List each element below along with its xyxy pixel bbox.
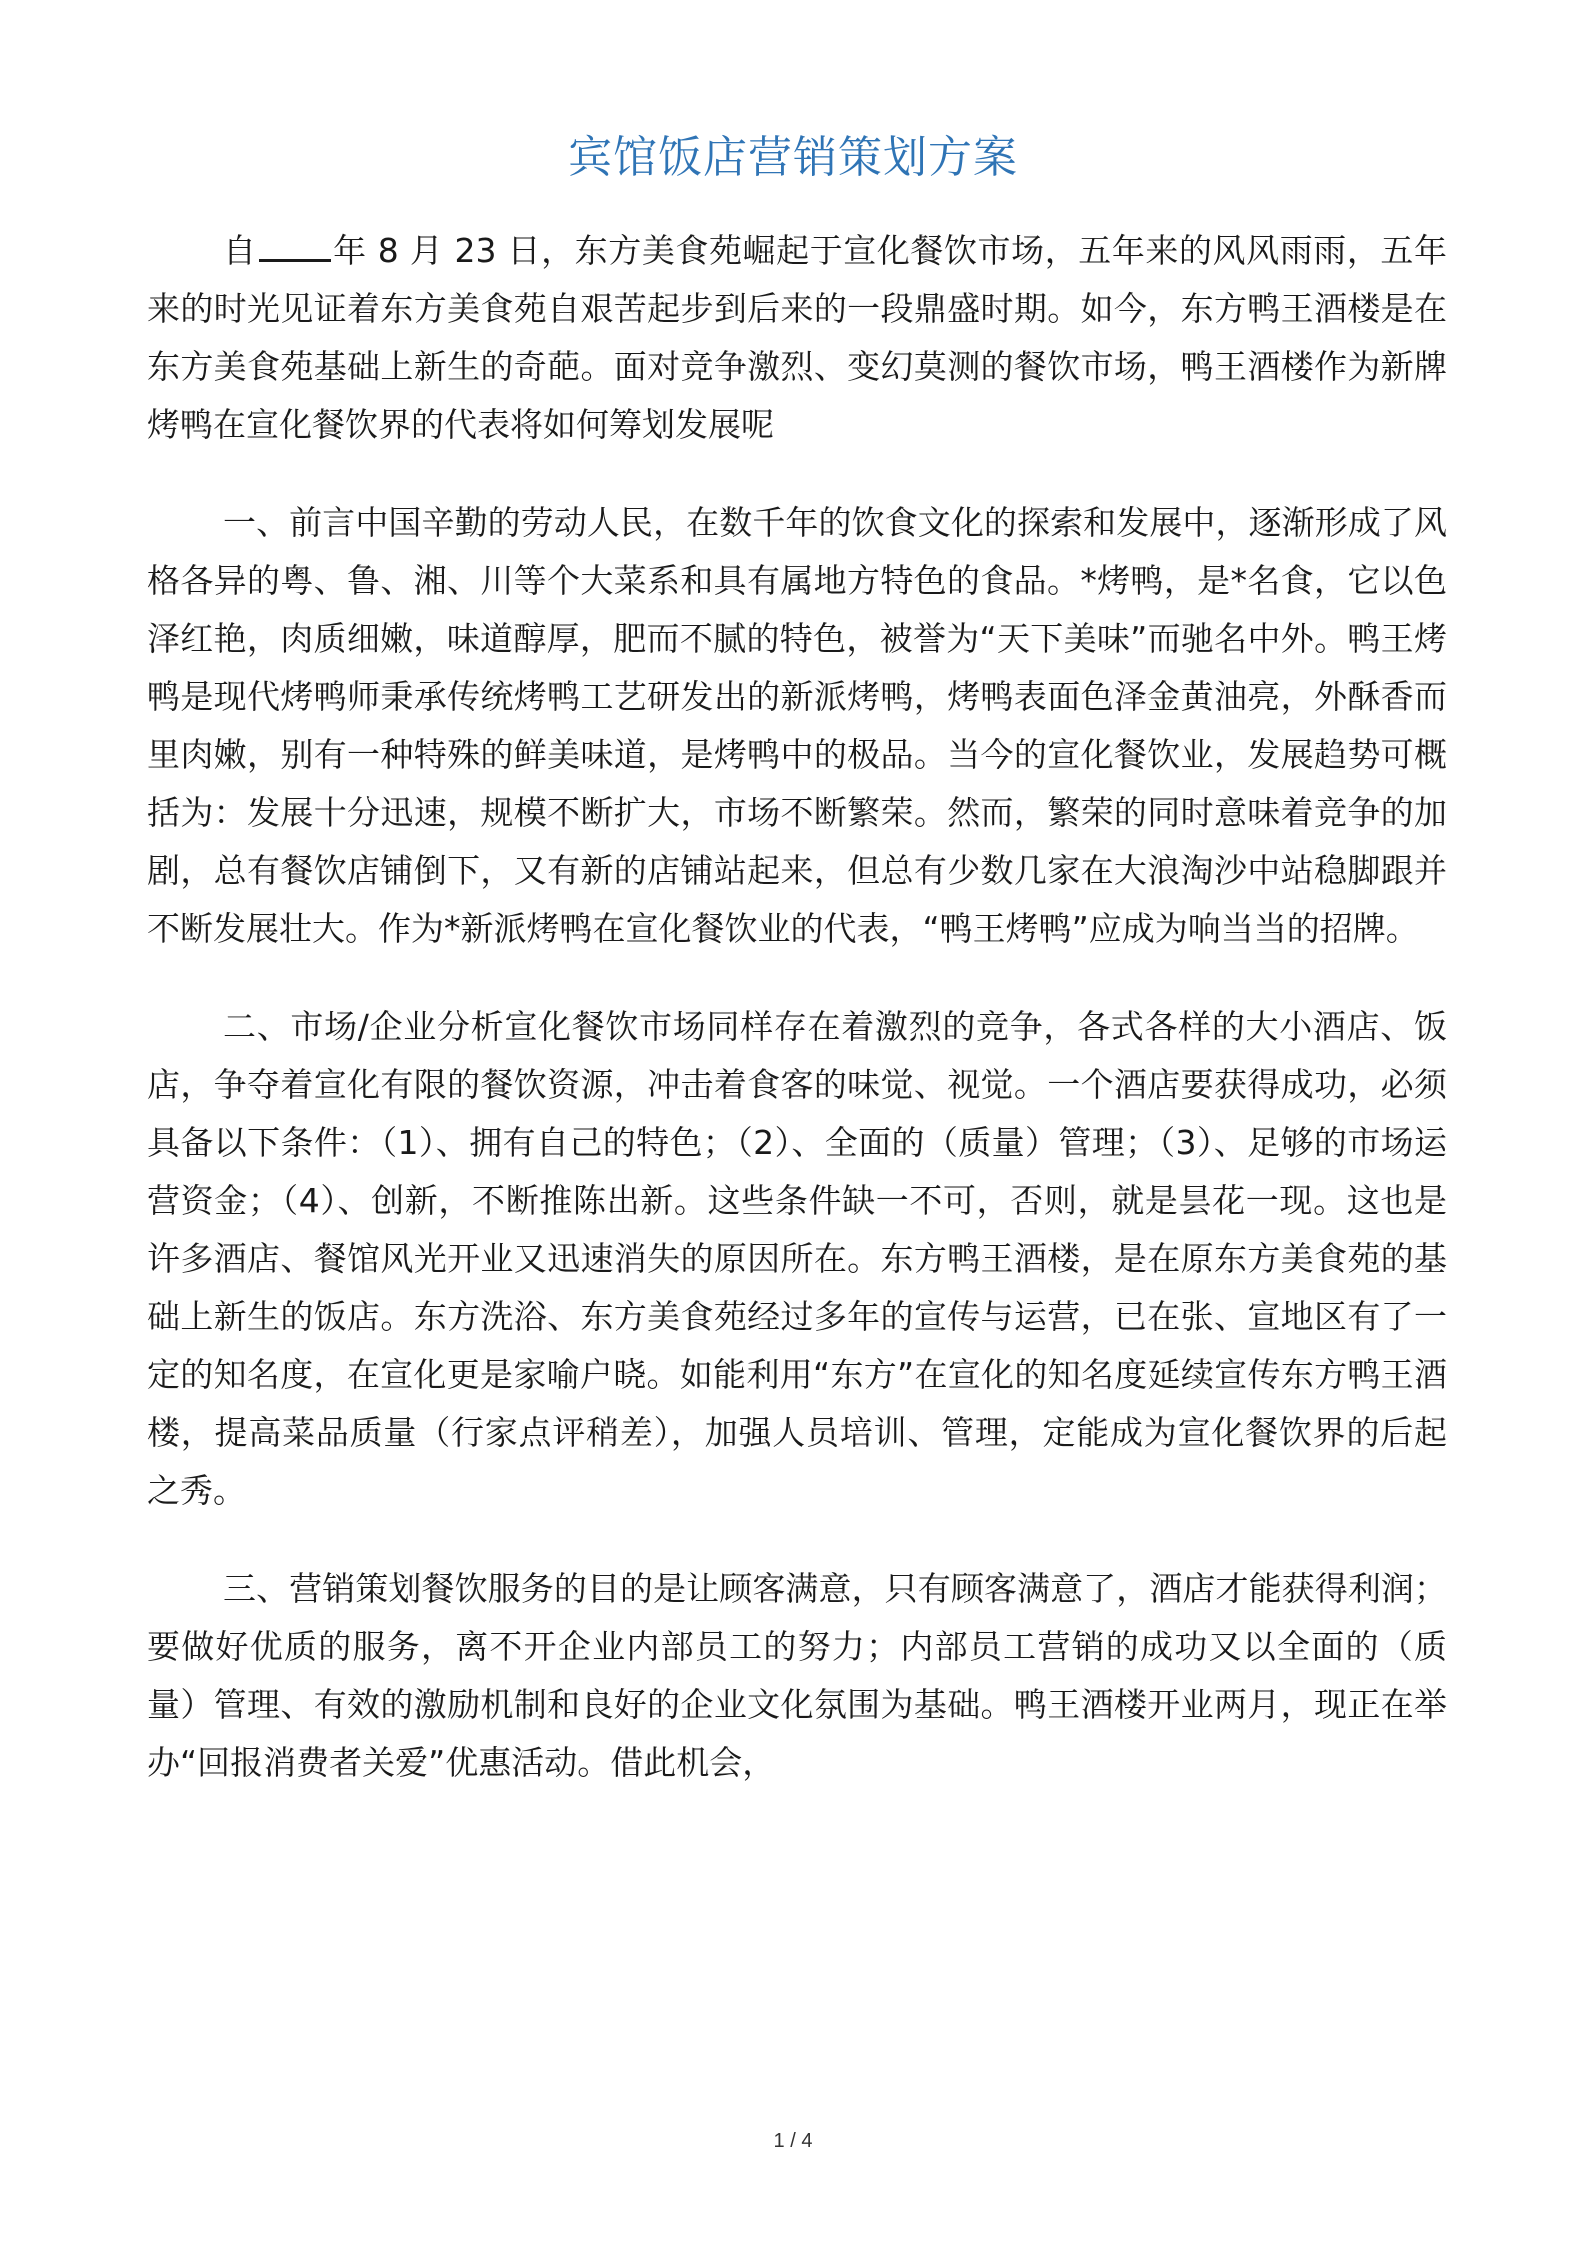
paragraph-market-analysis: 二、市场/企业分析宣化餐饮市场同样存在着激烈的竞争，各式各样的大小酒店、饭店，争夺着宣化有限的餐饮资源，冲击着食客的味觉、视觉。一个酒店要获得成功，必须具备以下条件：（1）、拥有自己的特色；（2）、全面的（质量）管理；（3）、足够的市场运营资金；（4）、创新，不断推陈出新。这些条件缺一不可，否则，就是昙花一现。这也是许多酒店、餐馆风光开业又迅速消失的原因所在。东方鸭王酒楼，是在原东方美食苑的基础上新生的饭店。东方洗浴、东方美食苑经过多年的宣传与运营，已在张、宣地区有了一定的知名度，在宣化更是家喻户晓。如能利用“东方”在宣化的知名度延续宣传东方鸭王酒楼，提高菜品质量（行家点评稍差），加强人员培训、管理，定能成为宣化餐饮界的后起之秀。: [147, 1007, 1447, 1510]
year-blank: [259, 229, 331, 262]
paragraph-marketing-plan: 三、营销策划餐饮服务的目的是让顾客满意，只有顾客满意了，酒店才能获得利润；要做好优质的服务，离不开企业内部员工的努力；内部员工营销的成功又以全面的（质量）管理、有效的激励机制和良好的企业文化氛围为基础。鸭王酒楼开业两月，现正在举办“回报消费者关爱”优惠活动。借此机会，: [147, 1569, 1447, 1782]
document-title: 宾馆饭店营销策划方案: [568, 132, 1018, 183]
intro-prefix: 自: [223, 231, 257, 270]
intro-suffix: 年 8 月 23 日，东方美食苑崛起于宣化餐饮市场，五年来的风风雨雨，五年来的时光见证着东方美食苑自艰苦起步到后来的一段鼎盛时期。如今，东方鸭王酒楼是在东方美食苑基础上新生的奇葩。面对竞争激烈、变幻莫测的餐饮市场，鸭王酒楼作为新牌烤鸭在宣化餐饮界的代表将如何筹划发展呢: [147, 231, 1447, 444]
document-body: [147, 222, 1447, 1832]
intro-paragraph: [147, 222, 1447, 454]
paragraph-preface: 一、前言中国辛勤的劳动人民，在数千年的饮食文化的探索和发展中，逐渐形成了风格各异的粤、鲁、湘、川等个大菜系和具有属地方特色的食品。*烤鸭，是*名食，它以色泽红艳，肉质细嫩，味道醇厚，肥而不腻的特色，被誉为“天下美味”而驰名中外。鸭王烤鸭是现代烤鸭师秉承传统烤鸭工艺研发出的新派烤鸭，烤鸭表面色泽金黄油亮，外酥香而里肉嫩，别有一种特殊的鲜美味道，是烤鸭中的极品。当今的宣化餐饮业，发展趋势可概括为：发展十分迅速，规模不断扩大，市场不断繁荣。然而，繁荣的同时意味着竞争的加剧，总有餐饮店铺倒下，又有新的店铺站起来，但总有少数几家在大浪淘沙中站稳脚跟并不断发展壮大。作为*新派烤鸭在宣化餐饮业的代表，“鸭王烤鸭”应成为响当当的招牌。: [147, 503, 1447, 948]
page-number: 1 / 4: [773, 2130, 813, 2152]
